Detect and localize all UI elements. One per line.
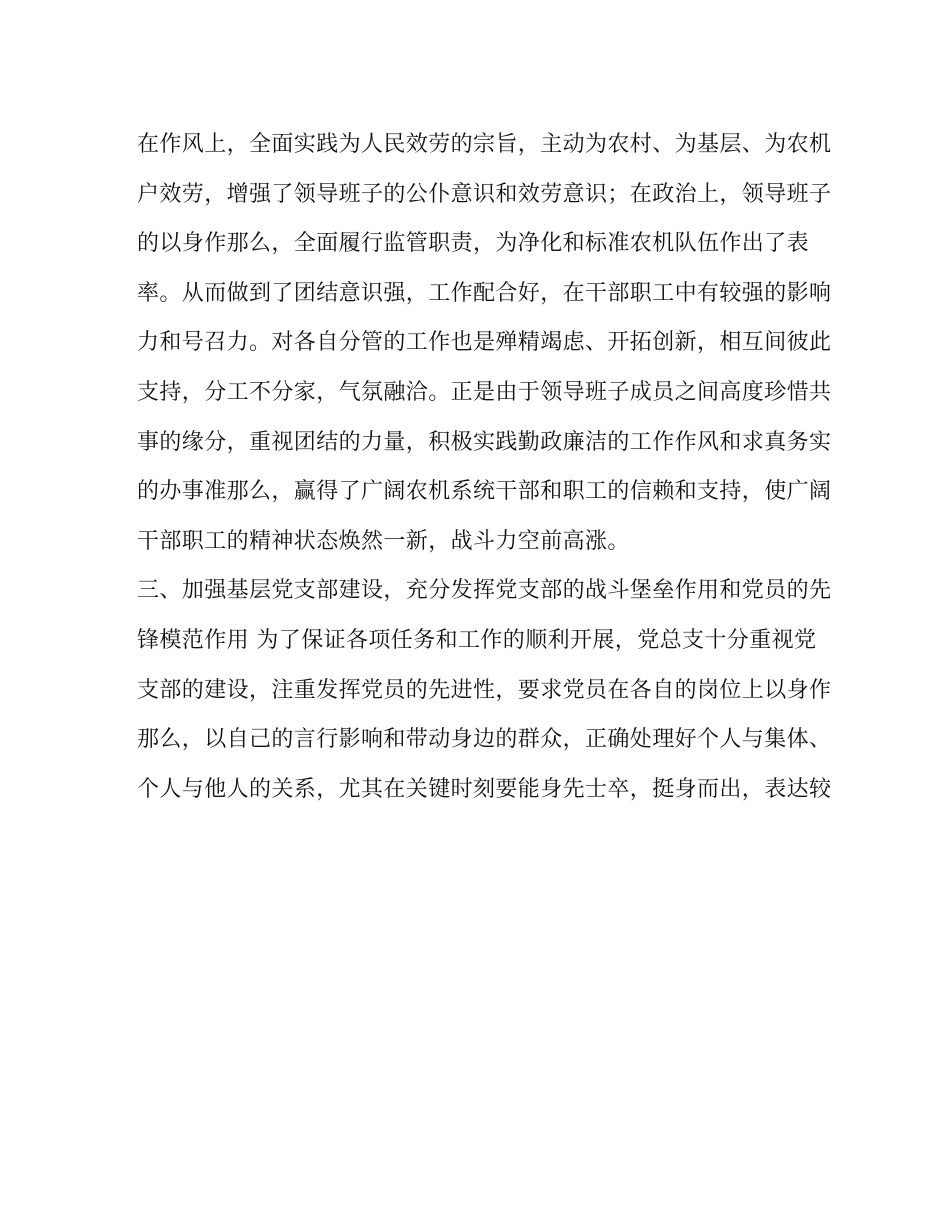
text-line: 支持，分工不分家，气氛融洽。正是由于领导班子成员之间高度珍惜共 [137,379,832,405]
section-heading-line: 三、加强基层党支部建设，充分发挥党支部的战斗堡垒作用和党员的先 [137,578,832,604]
text-line: 锋模范作用 为了保证各项任务和工作的顺利开展，党总支十分重视党 [137,627,817,653]
text-line: 事的缘分，重视团结的力量，积极实践勤政廉洁的工作作风和求真务实 [137,429,832,455]
text-line: 支部的建设，注重发挥党员的先进性，要求党员在各自的岗位上以身作 [137,677,832,703]
text-line: 率。从而做到了团结意识强，工作配合好，在干部职工中有较强的影响 [137,280,832,306]
text-line: 个人与他人的关系，尤其在关键时刻要能身先士卒，挺身而出，表达较 [137,776,832,802]
text-line: 户效劳，增强了领导班子的公仆意识和效劳意识；在政治上，领导班子 [137,181,832,207]
document-body [137,120,832,814]
text-line: 在作风上，全面实践为人民效劳的宗旨，主动为农村、为基层、为农机 [137,132,832,157]
text-line: 的以身作那么，全面履行监管职责，为净化和标准农机队伍作出了表 [137,231,810,257]
text-line: 力和号召力。对各自分管的工作也是殚精竭虑、开拓创新，相互间彼此 [137,330,832,356]
text-line: 那么，以自己的言行影响和带动身边的群众，正确处理好个人与集体、 [137,727,832,753]
text-line: 干部职工的精神状态焕然一新，战斗力空前高涨。 [137,528,630,554]
text-line: 的办事准那么，赢得了广阔农机系统干部和职工的信赖和支持，使广阔 [137,479,832,505]
